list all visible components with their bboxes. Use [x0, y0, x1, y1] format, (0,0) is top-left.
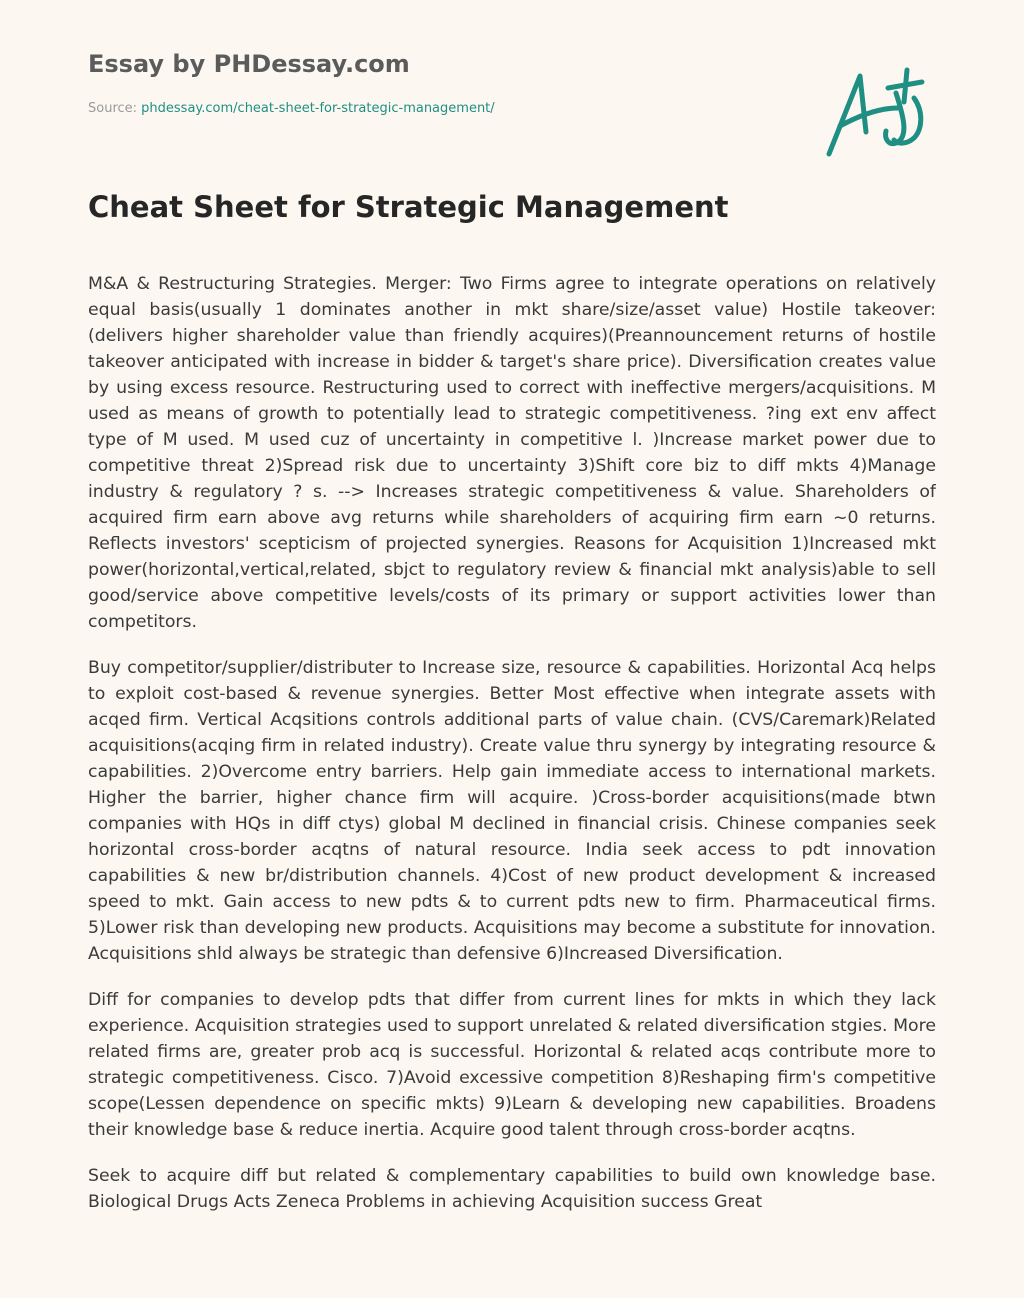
- source-link[interactable]: phdessay.com/cheat-sheet-for-strategic-management/: [141, 101, 495, 116]
- essay-body: [88, 271, 936, 1298]
- a-plus-grade-icon: [820, 60, 936, 164]
- essay-paragraph-2: Buy competitor/supplier/distributer to Increase size, resource & capabilities. Horizontal Acq helps to exploit cost-based & revenue synergies. Better Most effective when integrate assets with acqed firm. Vertical Acqsitions controls additional parts of value chain. (CVS/Caremark)Related acquisitions(acqing firm in related industry). Create value thru synergy by integrating resource & capabilities. 2)Overcome entry barriers. Help gain immediate access to international markets. Higher the barrier, higher chance firm will acquire. )Cross-border acquisitions(made btwn companies with HQs in diff ctys) global M declined in financial crisis. Chinese companies seek horizontal cross-border acqtns of natural resource. India seek access to pdt innovation capabilities & new br/distribution channels. 4)Cost of new product development & increased speed to mkt. Gain access to new pdts & to current pdts new to firm. Pharmaceutical firms. 5)Lower risk than developing new products. Acquisitions may become a substitute for innovation. Acquisitions shld always be strategic than defensive 6)Increased Diversification.: [88, 658, 936, 964]
- source-line: [88, 101, 495, 116]
- source-label: Source:: [88, 101, 138, 116]
- essay-paragraph-3: Diff for companies to develop pdts that differ from current lines for mkts in which they lack experience. Acquisition strategies used to support unrelated & related diversification stgies. More related firms are, greater prob acq is successful. Horizontal & related acqs contribute more to strategic competitiveness. Cisco. 7)Avoid excessive competition 8)Reshaping firm's competitive scope(Lessen dependence on specific mkts) 9)Learn & developing new capabilities. Broadens their knowledge base & reduce inertia. Acquire good talent through cross-border acqtns.: [88, 990, 936, 1140]
- essay-paragraph-1: M&A & Restructuring Strategies. Merger: Two Firms agree to integrate operations on relatively equal basis(usually 1 dominates another in mkt share/size/asset value) Hostile takeover: (delivers higher shareholder value than friendly acquires)(Preannouncement returns of hostile takeover anticipated with increase in bidder & target's share price). Diversification creates value by using excess resource. Restructuring used to correct with ineffective mergers/acquisitions. M used as means of growth to potentially lead to strategic competitiveness. ?ing ext env affect type of M used. M used cuz of uncertainty in competitive l. )Increase market power due to competitive threat 2)Spread risk due to uncertainty 3)Shift core biz to diff mkts 4)Manage industry & regulatory ? s. --> Increases strategic competitiveness & value. Shareholders of acquired firm earn above avg returns while shareholders of acquiring firm earn ~0 returns. Reflects investors' scepticism of projected synergies. Reasons for Acquisition 1)Increased mkt power(horizontal,vertical,related, sbjct to regulatory review & financial mkt analysis)able to sell good/service above competitive levels/costs of its primary or support activities lower than competitors.: [88, 274, 936, 632]
- essay-paragraph-4: Seek to acquire diff but related & complementary capabilities to build own knowledge base. Biological Drugs Acts Zeneca Problems in achieving Acquisition success Great: [88, 1166, 936, 1212]
- essay-title: Cheat Sheet for Strategic Management: [88, 190, 729, 224]
- site-title: Essay by PHDessay.com: [88, 50, 410, 78]
